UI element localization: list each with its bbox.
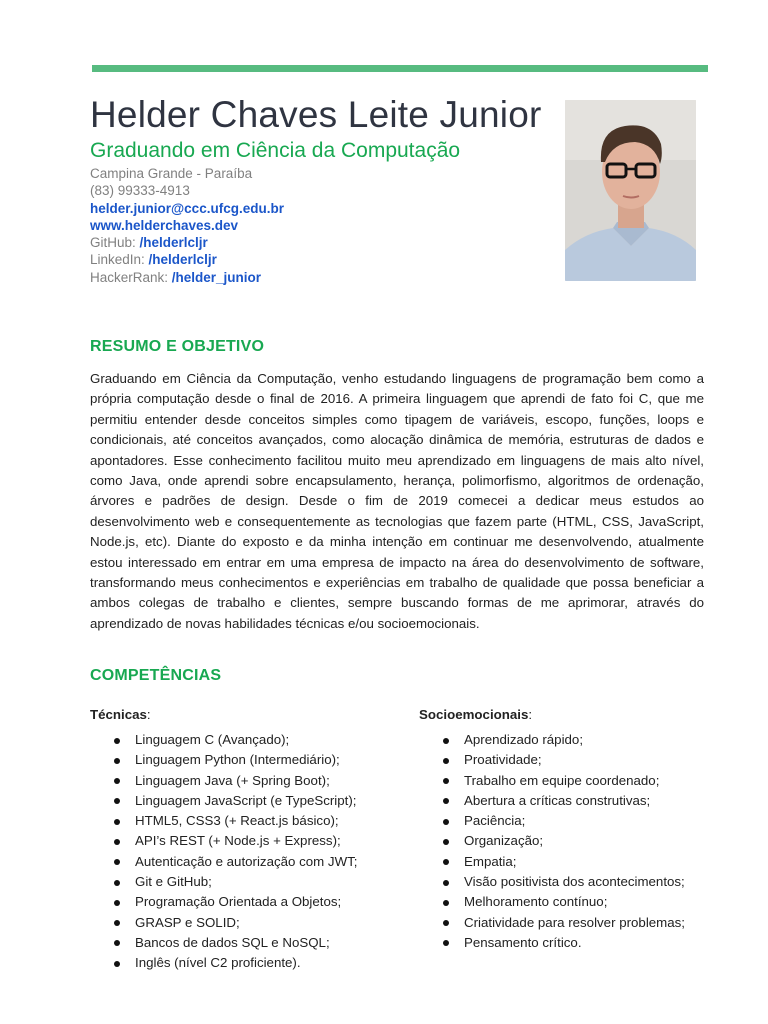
bullet-icon	[114, 900, 120, 906]
technical-skill-item	[90, 892, 357, 912]
technical-skill-item	[90, 913, 357, 933]
soft-skills-heading: Socioemocionais:	[419, 707, 533, 722]
technical-skill-item	[90, 933, 357, 953]
soft-skill-item	[419, 831, 685, 851]
soft-skill-item-text: Paciência;	[464, 813, 526, 829]
technical-skill-item	[90, 730, 357, 750]
bullet-icon	[114, 880, 120, 886]
technical-skill-item	[90, 852, 357, 872]
technical-skill-item-text: Programação Orientada a Objetos;	[135, 894, 342, 910]
hackerrank-label: HackerRank:	[90, 269, 172, 285]
technical-skill-item-text: API’s REST (+ Node.js + Express);	[135, 833, 341, 849]
technical-skill-item	[90, 750, 357, 770]
soft-skill-item	[419, 892, 685, 912]
soft-skill-item-text: Abertura a críticas construtivas;	[464, 792, 651, 808]
soft-skill-item	[419, 811, 685, 831]
header-accent-bar	[92, 65, 708, 72]
bullet-icon	[443, 778, 449, 784]
technical-skills-heading: Técnicas:	[90, 707, 151, 722]
phone-text: (83) 99333-4913	[90, 183, 190, 199]
location-text: Campina Grande - Paraíba	[90, 166, 253, 181]
soft-skill-item-text: Melhoramento contínuo;	[464, 894, 608, 910]
github-line	[90, 234, 284, 251]
technical-skill-item-text: HTML5, CSS3 (+ React.js básico);	[135, 813, 339, 829]
soft-skill-item-text: Proatividade;	[464, 752, 542, 768]
soft-skill-item-text: Criatividade para resolver problemas;	[464, 914, 685, 930]
soft-skill-item	[419, 791, 685, 811]
summary-paragraph: Graduando em Ciência da Computação, venho estudando linguagens de programação bem como a própria computação desde o final de 2016. A primeira linguagem que aprendi de fato foi C, que me permitiu entender desde conceitos simples como tipagem de variáveis, escopo, funções, loops e condicionais, até conceitos avançados, como alocação dinâmica de memória, estruturas de dados e apontadores. Esse conhecimento facilitou muito meu aprendizado em linguagens de mais alto nível, como Java, onde aprendi sobre encapsulamento, herança, polimorfismo, algoritmos de ordenação, árvores e padrões de design. Desde o fim de 2019 comecei a dedicar meus estudos ao desenvolvimento web e consequentemente as tecnologias que fazem parte (HTML, CSS, JavaScript, Node.js, etc). Diante do exposto e da minha intenção em continuar me desenvolvendo, atualmente estou interessado em entrar em uma empresa de impacto na área do desenvolvimento de software, transformando meus conhecimentos e experiências em trabalho de qualidade que possa beneficiar a ambos colegas de trabalho e clientes, sempre buscando formas de me aprimorar, através do aprendizado de novas habilidades técnicas e/ou socioemocionais.	[90, 371, 704, 631]
soft-skill-item	[419, 872, 685, 892]
technical-skills-column	[90, 706, 358, 971]
technical-skills-list	[90, 730, 357, 974]
bullet-icon	[443, 940, 449, 946]
technical-skill-item-text: Linguagem Python (Intermediário);	[135, 752, 340, 768]
bullet-icon	[443, 839, 449, 845]
bullet-icon	[443, 798, 449, 804]
bullet-icon	[114, 758, 120, 764]
soft-skill-item-text: Trabalho em equipe coordenado;	[464, 772, 660, 788]
technical-skill-item-text: Autenticação e autorização com JWT;	[135, 853, 358, 869]
bullet-icon	[443, 819, 449, 825]
technical-skill-item-text: GRASP e SOLID;	[135, 914, 240, 930]
soft-skill-item	[419, 913, 685, 933]
website-link[interactable]: www.helderchaves.dev	[90, 217, 239, 233]
github-link[interactable]: /helderlcljr	[139, 235, 208, 251]
email-link[interactable]: helder.junior@ccc.ufcg.edu.br	[90, 200, 284, 216]
skills-section-title: COMPETÊNCIAS	[90, 667, 222, 684]
bullet-icon	[114, 798, 120, 804]
technical-skill-item-text: Linguagem JavaScript (e TypeScript);	[135, 792, 357, 808]
technical-skills-label: Técnicas	[90, 707, 147, 722]
full-name: Helder Chaves Leite Junior	[90, 94, 542, 135]
bullet-icon	[114, 839, 120, 845]
soft-skills-list	[419, 730, 685, 953]
bullet-icon	[443, 920, 449, 926]
bullet-icon	[443, 900, 449, 906]
technical-skill-item	[90, 831, 357, 851]
technical-skill-item	[90, 811, 357, 831]
soft-skill-item	[419, 933, 685, 953]
soft-skill-item-text: Pensamento crítico.	[464, 934, 582, 950]
technical-skill-item	[90, 953, 357, 973]
bullet-icon	[114, 738, 120, 744]
technical-skill-item-text: Bancos de dados SQL e NoSQL;	[135, 934, 330, 950]
profile-photo-illustration	[565, 100, 696, 281]
bullet-icon	[443, 880, 449, 886]
bullet-icon	[443, 738, 449, 744]
linkedin-line	[90, 251, 284, 268]
technical-skill-item-text: Linguagem C (Avançado);	[135, 732, 290, 747]
soft-skill-item-text: Organização;	[464, 833, 544, 849]
github-label: GitHub:	[90, 235, 140, 251]
bullet-icon	[443, 859, 449, 865]
technical-skill-item	[90, 771, 357, 791]
summary-section-title: RESUMO E OBJETIVO	[90, 338, 265, 355]
technical-skill-item	[90, 872, 357, 892]
hackerrank-link[interactable]: /helder_junior	[171, 269, 262, 285]
bullet-icon	[114, 920, 120, 926]
bullet-icon	[114, 819, 120, 825]
technical-skill-item	[90, 791, 357, 811]
bullet-icon	[114, 778, 120, 784]
soft-skills-label: Socioemocionais	[419, 707, 529, 722]
soft-skill-item	[419, 730, 685, 750]
linkedin-label: LinkedIn:	[90, 252, 149, 268]
bullet-icon	[114, 961, 120, 967]
technical-skill-item-text: Git e GitHub;	[135, 874, 212, 890]
bullet-icon	[443, 758, 449, 764]
soft-skill-item-text: Aprendizado rápido;	[464, 732, 584, 747]
headline-subtitle: Graduando em Ciência da Computação	[90, 139, 461, 162]
profile-photo	[565, 100, 696, 281]
bullet-icon	[114, 940, 120, 946]
bullet-icon	[114, 859, 120, 865]
technical-skill-item-text: Inglês (nível C2 proficiente).	[135, 955, 301, 971]
hackerrank-line	[90, 269, 284, 286]
linkedin-link[interactable]: /helderlcljr	[148, 252, 217, 268]
soft-skill-item	[419, 852, 685, 872]
contact-block	[90, 165, 284, 286]
soft-skills-column	[419, 706, 685, 950]
soft-skill-item-text: Empatia;	[464, 853, 517, 869]
soft-skill-item	[419, 771, 685, 791]
soft-skill-item-text: Visão positivista dos acontecimentos;	[464, 874, 685, 890]
technical-skill-item-text: Linguagem Java (+ Spring Boot);	[135, 772, 330, 788]
soft-skill-item	[419, 750, 685, 770]
